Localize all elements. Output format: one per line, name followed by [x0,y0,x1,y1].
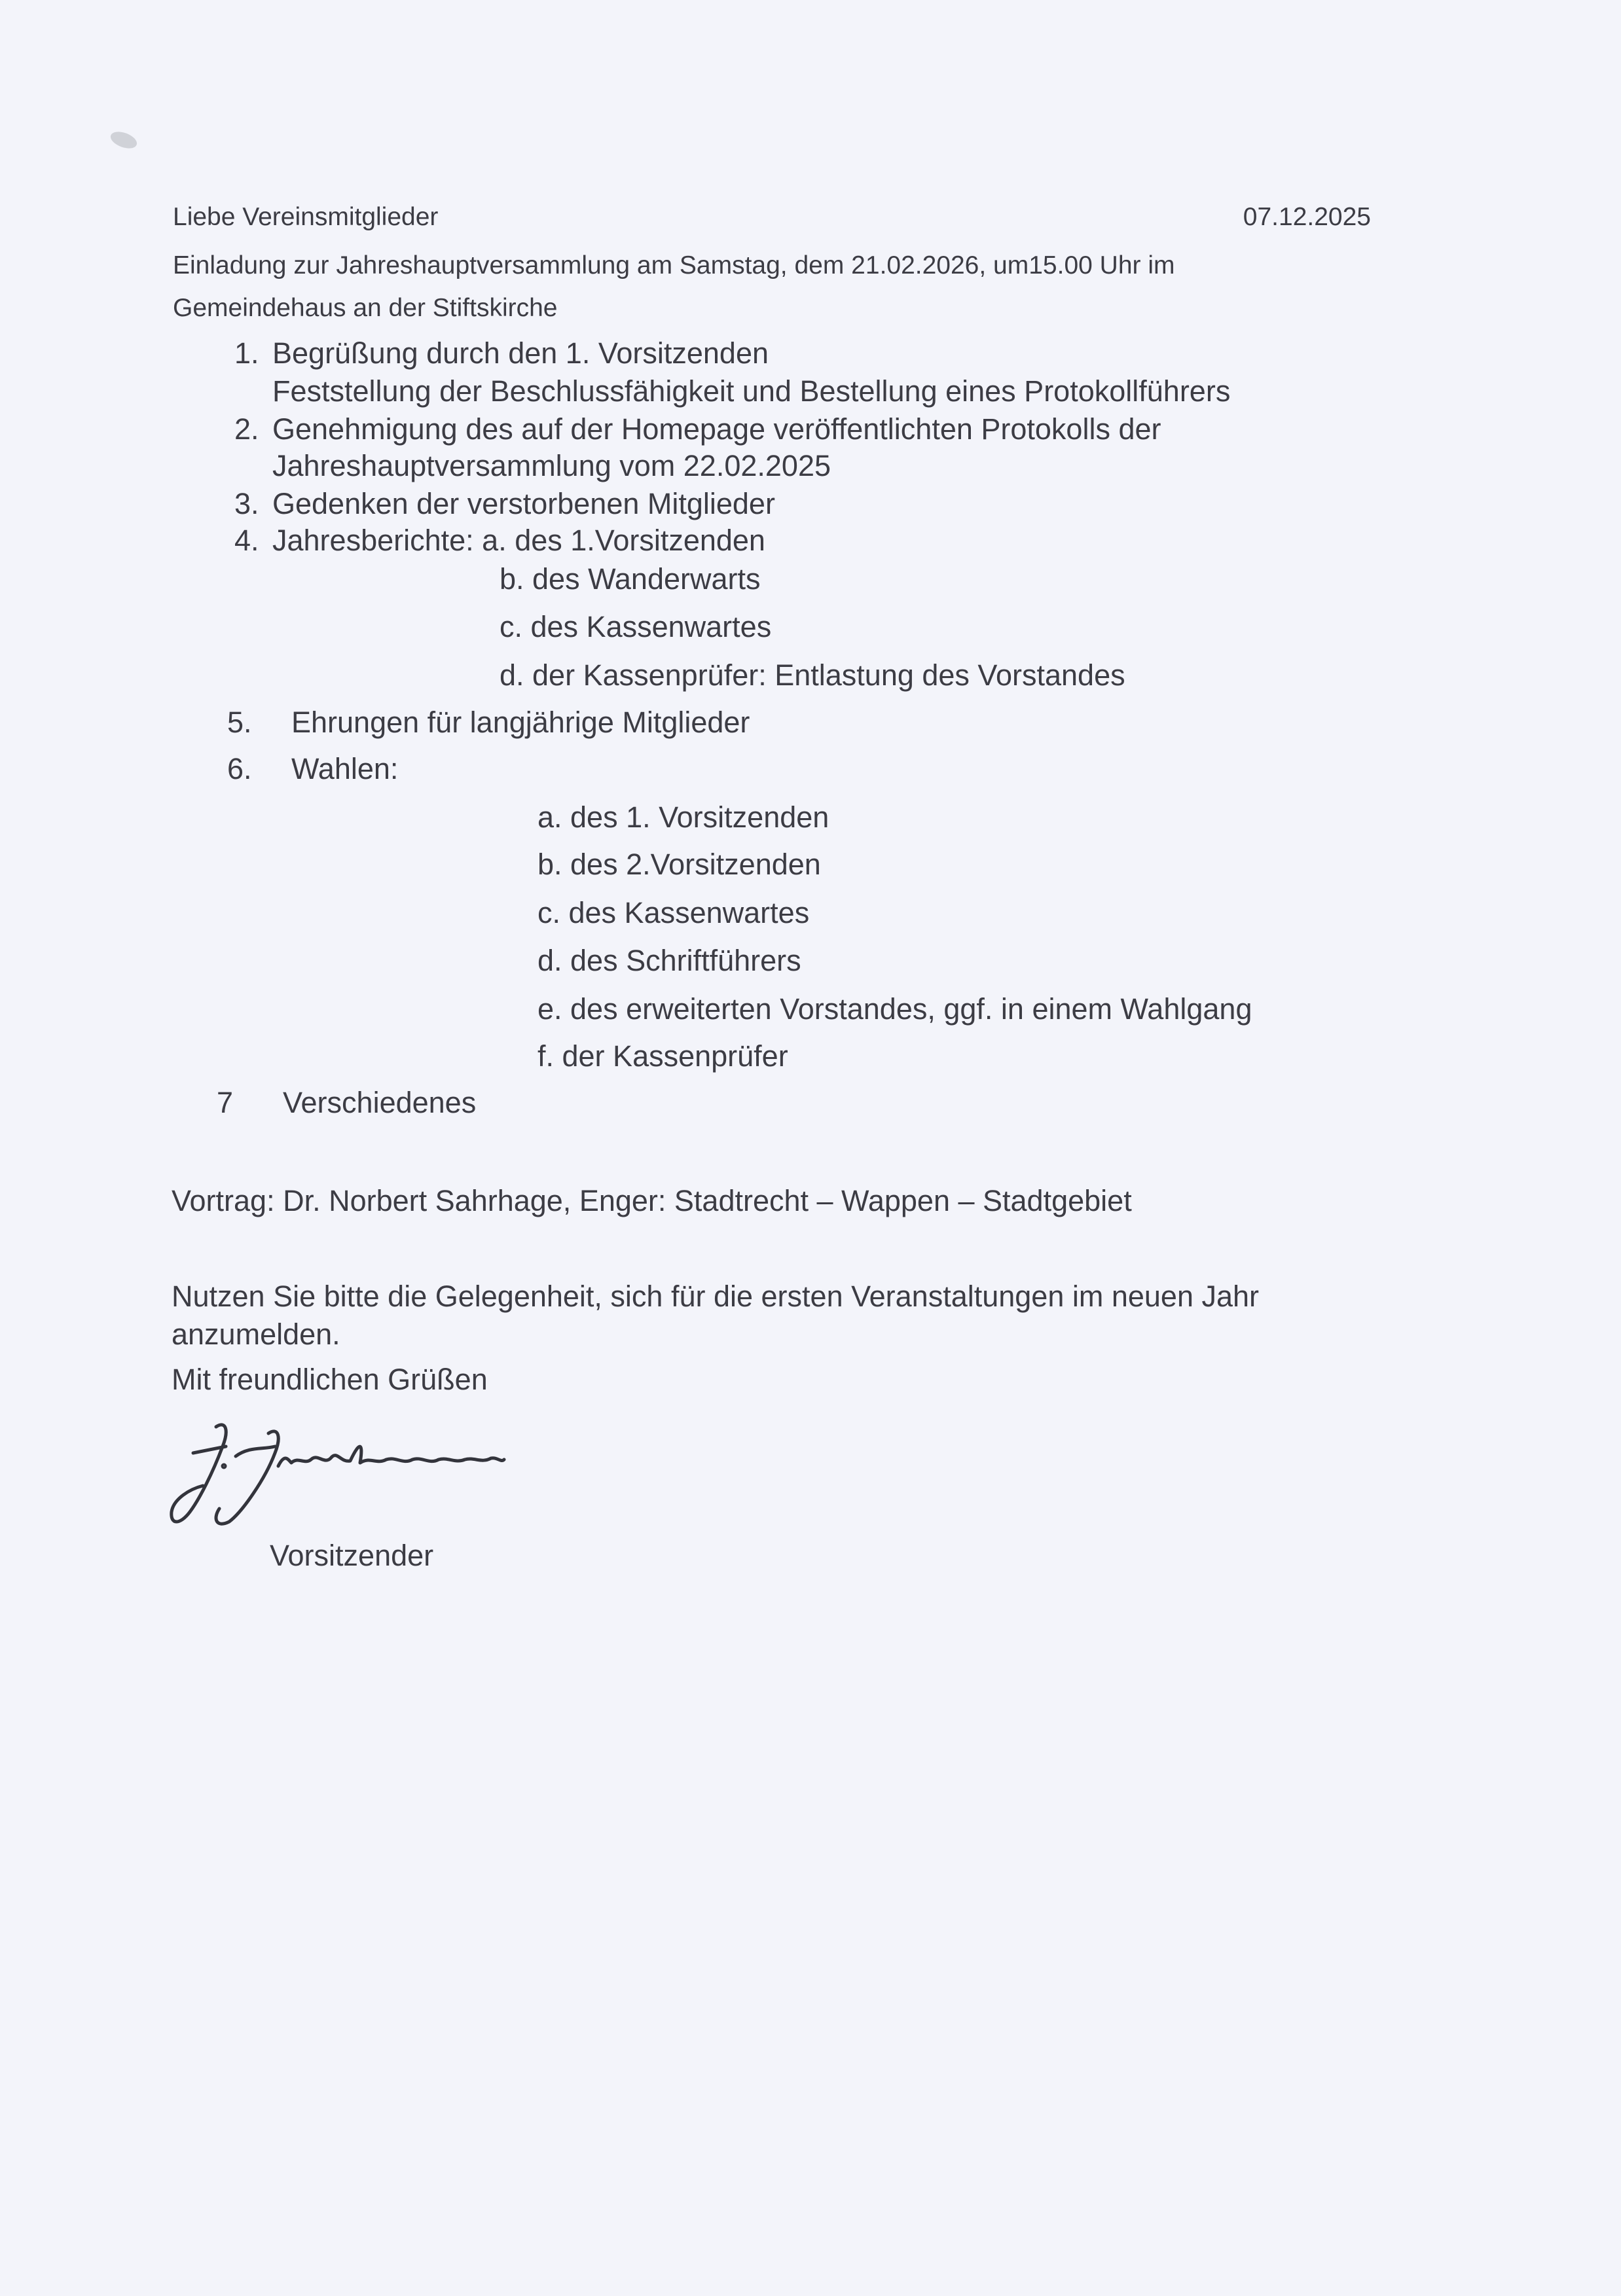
scan-smudge [109,128,139,151]
lecture-line: Vortrag: Dr. Norbert Sahrhage, Enger: Stadtrecht – Wappen – Stadtgebiet [172,1184,1132,1217]
agenda-item-1: Begrüßung durch den 1. Vorsitzenden [272,336,769,370]
signature [164,1414,570,1532]
invitation-line-1: Einladung zur Jahreshauptversammlung am Samstag, dem 21.02.2026, um15.00 Uhr im [173,251,1175,279]
signer-role: Vorsitzender [270,1539,434,1572]
agenda-number: 1. [234,336,259,370]
agenda-item-4d: d. der Kassenprüfer: Entlastung des Vorstandes [500,658,1125,692]
agenda-item-5: Ehrungen für langjährige Mitglieder [291,706,750,739]
agenda-item-6: Wahlen: [291,752,399,785]
agenda-item-7: Verschiedenes [283,1086,477,1119]
note-line-2: anzumelden. [172,1318,340,1351]
agenda-item-4: Jahresberichte: a. des 1.Vorsitzenden [272,524,765,557]
election-item: e. des erweiterten Vorstandes, ggf. in einem Wahlgang [537,992,1252,1026]
election-item: c. des Kassenwartes [537,896,810,929]
agenda-item-1-detail: Feststellung der Beschlussfähigkeit und Bestellung eines Protokollführers [272,374,1231,408]
agenda-item-2-cont: Jahreshauptversammlung vom 22.02.2025 [272,449,831,482]
letter-date: 07.12.2025 [1243,203,1371,231]
agenda-item-2: Genehmigung des auf der Homepage veröffentlichten Protokolls der [272,412,1161,446]
closing: Mit freundlichen Grüßen [172,1363,488,1396]
agenda-number: 4. [234,524,259,557]
election-item: f. der Kassenprüfer [537,1039,788,1073]
invitation-line-2: Gemeindehaus an der Stiftskirche [173,294,558,322]
agenda-item-4b: b. des Wanderwarts [500,562,761,596]
agenda-number: 5. [227,706,252,739]
agenda-number: 2. [234,412,259,446]
election-item: d. des Schriftführers [537,944,801,977]
agenda-number: 3. [234,487,259,520]
election-item: b. des 2.Vorsitzenden [537,848,821,881]
agenda-item-4c: c. des Kassenwartes [500,610,772,643]
agenda-item-3: Gedenken der verstorbenen Mitglieder [272,487,775,520]
agenda-number: 7 [217,1086,234,1119]
note-line-1: Nutzen Sie bitte die Gelegenheit, sich für die ersten Veranstaltungen im neuen Jahr [172,1280,1260,1313]
agenda-number: 6. [227,752,252,785]
election-item: a. des 1. Vorsitzenden [537,800,829,834]
salutation: Liebe Vereinsmitglieder [173,203,439,231]
